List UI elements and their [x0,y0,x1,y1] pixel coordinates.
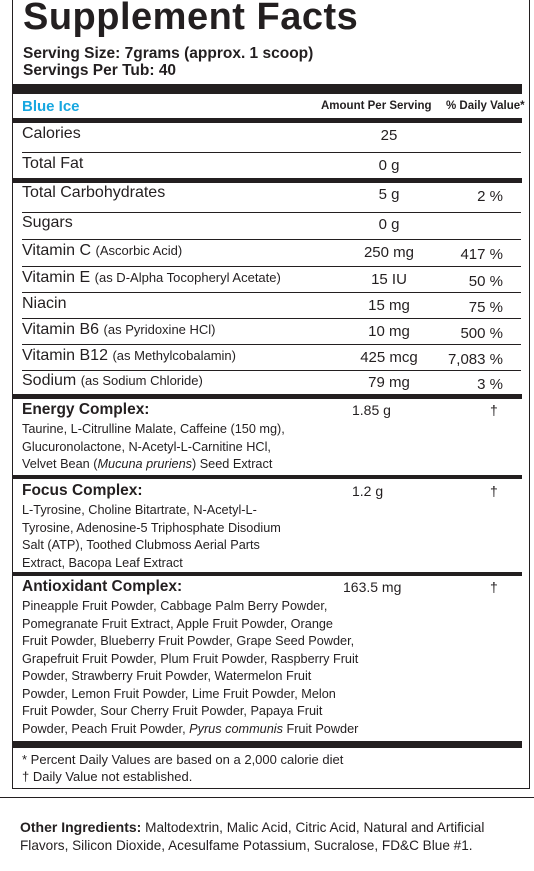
row-divider [22,266,521,267]
complex-daily-value: † [490,579,498,595]
nutrient-amount: 15 mg [368,297,410,314]
nutrient-daily-value: 500 % [460,325,503,342]
nutrient-amount: 5 g [378,186,400,203]
nutrient-name [22,214,73,232]
nutrient-name [22,242,182,260]
serving-size [23,45,313,63]
complex-ingredient-line: Pomegranate Fruit Extract, Apple Fruit Powder, Orange [22,616,333,631]
complex-thick-rule-2 [12,475,522,479]
complex-ingredient-line: Salt (ATP), Toothed Clubmoss Aerial Parts [22,538,260,552]
complex-ingredient-line: Powder, Lemon Fruit Powder, Lime Fruit Powder, Melon [22,686,336,701]
row-divider [22,344,521,345]
complex-ingredient-line: Glucuronolactone, N-Acetyl-L-Carnitine HCl, [22,439,271,454]
complex-name: Focus Complex: [22,482,143,499]
nutrient-name-text: Vitamin B6 [22,321,100,338]
complex-amount: 1.2 g [352,483,384,499]
nutrient-detail: (as Pyridoxine HCl) [103,322,216,337]
nutrient-name [22,321,216,339]
complex-daily-value: † [490,483,498,499]
complex-name: Energy Complex: [22,401,150,418]
complex-ingredient-line: Pineapple Fruit Powder, Cabbage Palm Berry Powder, [22,599,328,613]
complex-daily-value: † [490,402,498,418]
complex-ingredient-line: Powder, Strawberry Fruit Powder, Watermelon Fruit [22,669,312,683]
serving-size-label: Serving Size: [23,45,121,62]
nutrient-name [22,372,203,390]
nutrient-daily-value: 2 % [477,188,503,205]
nutrient-amount: 0 g [378,157,400,174]
other-ingredients [20,818,525,855]
panel-title: Supplement Facts [23,0,359,38]
row-divider [22,212,521,213]
complex-ingredient-line: Fruit Powder, Blueberry Fruit Powder, Grape Seed Powder, [22,634,355,648]
complex-ingredient-line: Extract, Bacopa Leaf Extract [22,555,183,570]
complex-ingredient-line: Powder, Peach Fruit Powder, Pyrus communis Fruit Powder [22,721,359,736]
amount-column-header: Amount Per Serving [321,100,432,112]
nutrient-detail: (as Methylcobalamin) [112,348,236,363]
daily-value-column-header: % Daily Value* [446,100,525,112]
nutrient-detail: (as D-Alpha Tocopheryl Acetate) [94,270,281,285]
nutrient-name [22,269,281,287]
complex-ingredient-line: Grapefruit Fruit Powder, Plum Fruit Powder, Raspberry Fruit [22,651,359,666]
servings-per-tub [23,62,176,80]
nutrient-name-text: Sugars [22,214,73,231]
nutrient-detail: (Ascorbic Acid) [95,243,183,258]
flavor-name: Blue Ice [22,98,80,115]
complex-ingredient-line: Fruit Powder, Sour Cherry Fruit Powder, Papaya Fruit [22,704,323,718]
row-divider [22,318,521,319]
nutrient-name [22,184,165,202]
top-thick-rule [12,84,522,94]
nutrient-name-text: Calories [22,125,81,142]
complex-ingredient-line: Taurine, L-Citrulline Malate, Caffeine (150 mg), [22,422,285,436]
nutrient-amount: 425 mcg [360,349,418,366]
footnote-daily-values: * Percent Daily Values are based on a 2,000 calorie diet [22,752,344,767]
bottom-thick-rule [12,741,522,748]
nutrient-name [22,155,83,173]
nutrient-daily-value: 7,083 % [447,351,503,368]
nutrient-amount: 10 mg [368,323,410,340]
nutrient-name-text: Vitamin B12 [22,347,108,364]
nutrient-name [22,295,66,313]
row-divider [12,178,522,183]
nutrient-name-text: Niacin [22,295,67,312]
nutrient-daily-value: 3 % [477,376,503,393]
complex-ingredient-line: Tyrosine, Adenosine-5 Triphosphate Disodium [22,520,281,535]
nutrient-detail: (as Sodium Chloride) [80,373,203,388]
other-ingredients-text: Maltodextrin, Malic Acid, Citric Acid, Natural and Artificial Flavors, Silicon Dioxide, Acesulfame Potassium, Sucralose, FD&C Blue #1. [20,820,485,853]
row-divider [22,239,521,240]
nutrient-amount: 79 mg [368,374,410,391]
complex-thick-rule-1 [12,394,522,399]
nutrient-amount: 250 mg [363,244,415,261]
row-divider [22,370,521,371]
nutrient-name-text: Sodium [22,372,77,389]
nutrient-name [22,125,81,143]
nutrient-amount: 0 g [378,216,400,233]
complex-amount: 163.5 mg [343,579,402,595]
complex-thick-rule-3 [12,572,522,576]
nutrient-name-text: Vitamin C [22,242,92,259]
complex-name: Antioxidant Complex: [22,578,183,595]
servings-per-tub-value: 40 [158,62,177,79]
nutrient-daily-value: 50 % [468,273,503,290]
footnote-not-established: † Daily Value not established. [22,769,193,784]
nutrient-amount: 25 [380,127,398,144]
nutrient-daily-value: 417 % [460,246,503,263]
complex-ingredient-line: L-Tyrosine, Choline Bitartrate, N-Acetyl-L- [22,503,257,517]
nutrient-amount: 15 IU [371,271,407,288]
nutrient-name [22,347,236,365]
nutrient-name-text: Vitamin E [22,269,91,286]
header-rule [12,118,522,123]
row-divider [22,152,521,153]
row-divider [22,292,521,293]
complex-ingredient-line: Velvet Bean (Mucuna pruriens) Seed Extract [22,457,273,471]
nutrient-name-text: Total Carbohydrates [22,184,166,201]
servings-per-tub-label: Servings Per Tub: [23,62,155,79]
complex-amount: 1.85 g [352,402,391,418]
other-ingredients-box [0,797,534,871]
nutrient-daily-value: 75 % [468,299,503,316]
nutrient-name-text: Total Fat [22,155,84,172]
other-ingredients-label: Other Ingredients: [20,819,142,835]
serving-size-value: 7grams (approx. 1 scoop) [124,45,314,62]
